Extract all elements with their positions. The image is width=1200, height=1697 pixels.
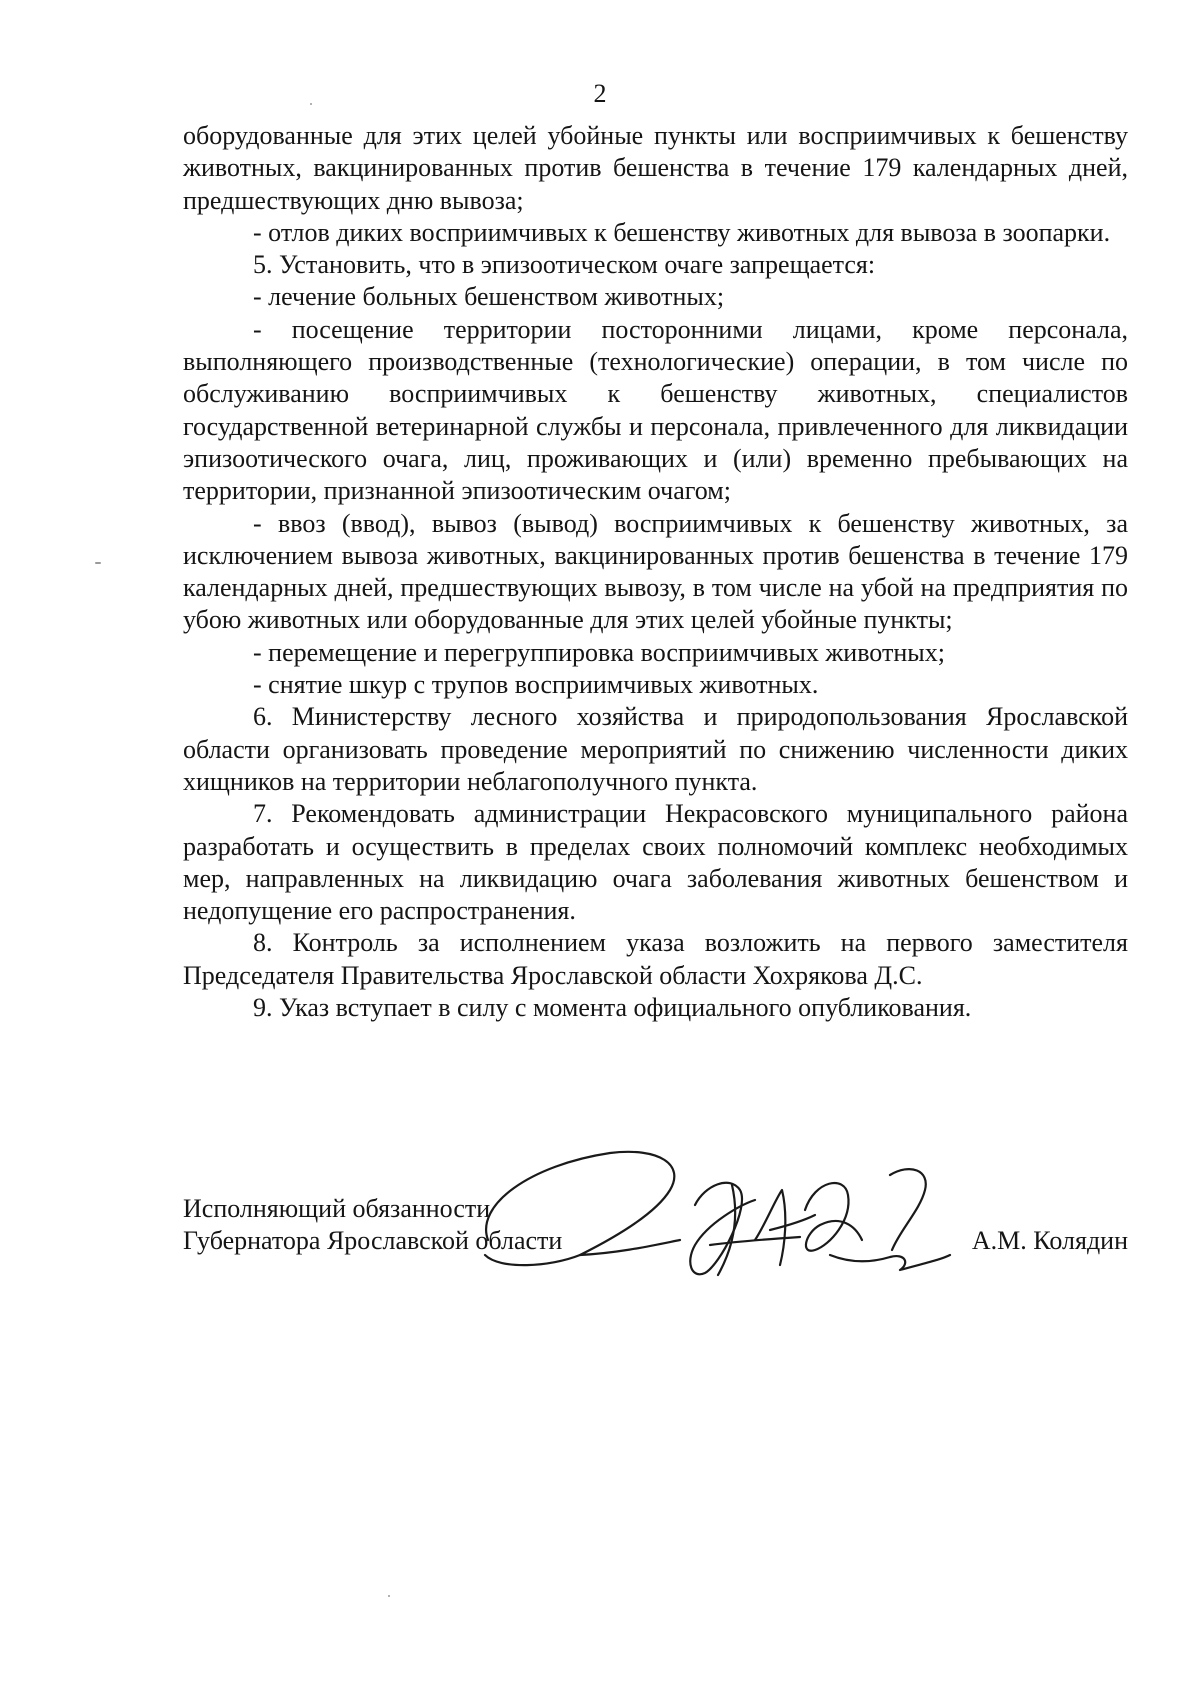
page-number: 2 bbox=[593, 79, 607, 108]
signatory-title-line-1: Исполняющий обязанности bbox=[183, 1194, 491, 1223]
paragraph: - лечение больных бешенством животных; bbox=[253, 282, 725, 312]
paragraph: 6. Министерству лесного хозяйства и природопользования Ярославской области организовать проведение мероприятий по снижению численности диких хищников на территории неблагополучного пункта. bbox=[183, 702, 1128, 796]
paragraph: - перемещение и перегруппировка восприимчивых животных; bbox=[253, 637, 945, 667]
signatory-name: А.М. Колядин bbox=[971, 1226, 1128, 1255]
paragraph: 7. Рекомендовать администрации Некрасовского муниципального района разработать и осуществить в пределах своих полномочий комплекс необходимых мер, направленных на ликвидацию очага заболевания животных бешенством и недопущение его распространения. bbox=[183, 799, 1128, 926]
paragraph: 8. Контроль за исполнением указа возложить на первого заместителя Председателя Правительства Ярославской области Хохрякова Д.С. bbox=[183, 928, 1128, 990]
scan-artifact bbox=[388, 1595, 390, 1597]
scan-artifact bbox=[95, 562, 101, 564]
paragraph: - отлов диких восприимчивых к бешенству животных для вывоза в зоопарки. bbox=[253, 217, 1111, 247]
paragraph: 9. Указ вступает в силу с момента официального опубликования. bbox=[253, 993, 972, 1023]
paragraph: 5. Установить, что в эпизоотическом очаге запрещается: bbox=[253, 250, 876, 280]
handwritten-signature bbox=[470, 1145, 990, 1295]
paragraph: - посещение территории посторонними лицами, кроме персонала, выполняющего производственные (технологические) операции, в том числе по обслуживанию восприимчивых к бешенству животных, специалистов государственной ветеринарной службы и персонала, привлеченного для ликвидации эпизоотического очага, лиц, проживающих и (или) временно пребывающих на территории, признанной эпизоотическим очагом; bbox=[183, 314, 1128, 506]
paragraph: - снятие шкур с трупов восприимчивых животных. bbox=[253, 670, 819, 700]
paragraph: - ввоз (ввод), вывоз (вывод) восприимчивых к бешенству животных, за исключением вывоза животных, вакцинированных против бешенства в течение 179 календарных дней, предшествующих вывозу, в том числе на убой на предприятия по убою животных или оборудованные для этих целей убойные пункты; bbox=[183, 508, 1128, 635]
paragraph: оборудованные для этих целей убойные пункты или восприимчивых к бешенству животных, вакцинированных против бешенства в течение 179 календарных дней, предшествующих дню вывоза; bbox=[183, 121, 1128, 215]
signatory-title-line-2: Губернатора Ярославской области bbox=[183, 1226, 563, 1255]
scan-artifact bbox=[310, 103, 312, 105]
document-body bbox=[183, 120, 1128, 1024]
